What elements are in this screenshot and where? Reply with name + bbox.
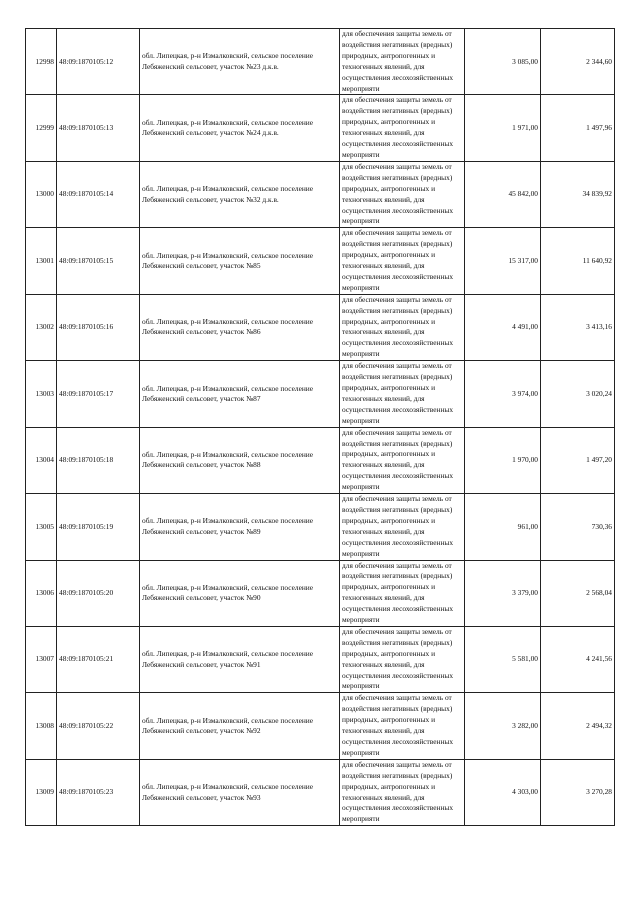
purpose-cell: для обеспечения защиты земель от воздействия негативных (вредных) природных, антропогенных и техногенных явлений, для осуществления лесохозяйственных мероприяти — [340, 29, 465, 95]
address-cell: обл. Липецкая, р-н Измалковский, сельское поселение Лебяженский сельсовет, участок №86 — [140, 294, 340, 360]
area-cell: 1 970,00 — [465, 427, 541, 493]
row-number-cell: 12999 — [26, 95, 57, 161]
area-cell: 3 282,00 — [465, 693, 541, 759]
purpose-cell: для обеспечения защиты земель от воздействия негативных (вредных) природных, антропогенных и техногенных явлений, для осуществления лесохозяйственных мероприяти — [340, 427, 465, 493]
row-number-cell: 13002 — [26, 294, 57, 360]
table-row — [26, 161, 615, 227]
row-number-cell: 13008 — [26, 693, 57, 759]
row-number-cell: 13000 — [26, 161, 57, 227]
table-row — [26, 95, 615, 161]
cadastral-cost-cell: 3 413,16 — [541, 294, 615, 360]
address-cell: обл. Липецкая, р-н Измалковский, сельское поселение Лебяженский сельсовет, участок №92 — [140, 693, 340, 759]
land-registry-table — [25, 28, 615, 826]
address-cell: обл. Липецкая, р-н Измалковский, сельское поселение Лебяженский сельсовет, участок №89 — [140, 494, 340, 560]
cadastral-cost-cell: 2 494,32 — [541, 693, 615, 759]
table-row — [26, 294, 615, 360]
area-cell: 4 491,00 — [465, 294, 541, 360]
address-cell: обл. Липецкая, р-н Измалковский, сельское поселение Лебяженский сельсовет, участок №32 д.к.в. — [140, 161, 340, 227]
area-cell: 3 085,00 — [465, 29, 541, 95]
purpose-cell: для обеспечения защиты земель от воздействия негативных (вредных) природных, антропогенных и техногенных явлений, для осуществления лесохозяйственных мероприяти — [340, 626, 465, 692]
cadastral-number-cell: 48:09:1870105:23 — [57, 759, 140, 825]
row-number-cell: 13009 — [26, 759, 57, 825]
row-number-cell: 12998 — [26, 29, 57, 95]
area-cell: 3 974,00 — [465, 361, 541, 427]
row-number-cell: 13005 — [26, 494, 57, 560]
purpose-cell: для обеспечения защиты земель от воздействия негативных (вредных) природных, антропогенных и техногенных явлений, для осуществления лесохозяйственных мероприяти — [340, 95, 465, 161]
area-cell: 5 581,00 — [465, 626, 541, 692]
purpose-cell: для обеспечения защиты земель от воздействия негативных (вредных) природных, антропогенных и техногенных явлений, для осуществления лесохозяйственных мероприяти — [340, 294, 465, 360]
area-cell: 4 303,00 — [465, 759, 541, 825]
row-number-cell: 13007 — [26, 626, 57, 692]
area-cell: 961,00 — [465, 494, 541, 560]
table-row — [26, 228, 615, 294]
address-cell: обл. Липецкая, р-н Измалковский, сельское поселение Лебяженский сельсовет, участок №87 — [140, 361, 340, 427]
purpose-cell: для обеспечения защиты земель от воздействия негативных (вредных) природных, антропогенных и техногенных явлений, для осуществления лесохозяйственных мероприяти — [340, 161, 465, 227]
cadastral-cost-cell: 1 497,96 — [541, 95, 615, 161]
cadastral-number-cell: 48:09:1870105:18 — [57, 427, 140, 493]
area-cell: 15 317,00 — [465, 228, 541, 294]
address-cell: обл. Липецкая, р-н Измалковский, сельское поселение Лебяженский сельсовет, участок №93 — [140, 759, 340, 825]
cadastral-number-cell: 48:09:1870105:14 — [57, 161, 140, 227]
table-row — [26, 560, 615, 626]
purpose-cell: для обеспечения защиты земель от воздействия негативных (вредных) природных, антропогенных и техногенных явлений, для осуществления лесохозяйственных мероприяти — [340, 560, 465, 626]
row-number-cell: 13001 — [26, 228, 57, 294]
address-cell: обл. Липецкая, р-н Измалковский, сельское поселение Лебяженский сельсовет, участок №23 д.к.в. — [140, 29, 340, 95]
cadastral-number-cell: 48:09:1870105:12 — [57, 29, 140, 95]
cadastral-number-cell: 48:09:1870105:21 — [57, 626, 140, 692]
cadastral-number-cell: 48:09:1870105:20 — [57, 560, 140, 626]
cadastral-number-cell: 48:09:1870105:22 — [57, 693, 140, 759]
cadastral-number-cell: 48:09:1870105:19 — [57, 494, 140, 560]
purpose-cell: для обеспечения защиты земель от воздействия негативных (вредных) природных, антропогенных и техногенных явлений, для осуществления лесохозяйственных мероприяти — [340, 228, 465, 294]
cadastral-number-cell: 48:09:1870105:13 — [57, 95, 140, 161]
address-cell: обл. Липецкая, р-н Измалковский, сельское поселение Лебяженский сельсовет, участок №24 д.к.в. — [140, 95, 340, 161]
table-row — [26, 626, 615, 692]
cadastral-cost-cell: 4 241,56 — [541, 626, 615, 692]
cadastral-number-cell: 48:09:1870105:15 — [57, 228, 140, 294]
table-row — [26, 361, 615, 427]
purpose-cell: для обеспечения защиты земель от воздействия негативных (вредных) природных, антропогенных и техногенных явлений, для осуществления лесохозяйственных мероприяти — [340, 693, 465, 759]
area-cell: 45 842,00 — [465, 161, 541, 227]
cadastral-cost-cell: 2 344,60 — [541, 29, 615, 95]
table-row — [26, 693, 615, 759]
table-row — [26, 759, 615, 825]
purpose-cell: для обеспечения защиты земель от воздействия негативных (вредных) природных, антропогенных и техногенных явлений, для осуществления лесохозяйственных мероприяти — [340, 759, 465, 825]
cadastral-number-cell: 48:09:1870105:16 — [57, 294, 140, 360]
table-row — [26, 427, 615, 493]
cadastral-cost-cell: 3 020,24 — [541, 361, 615, 427]
cadastral-cost-cell: 11 640,92 — [541, 228, 615, 294]
address-cell: обл. Липецкая, р-н Измалковский, сельское поселение Лебяженский сельсовет, участок №85 — [140, 228, 340, 294]
land-registry-table-body — [26, 29, 615, 826]
table-row — [26, 494, 615, 560]
cadastral-cost-cell: 1 497,20 — [541, 427, 615, 493]
row-number-cell: 13004 — [26, 427, 57, 493]
cadastral-cost-cell: 730,36 — [541, 494, 615, 560]
row-number-cell: 13006 — [26, 560, 57, 626]
address-cell: обл. Липецкая, р-н Измалковский, сельское поселение Лебяженский сельсовет, участок №88 — [140, 427, 340, 493]
row-number-cell: 13003 — [26, 361, 57, 427]
purpose-cell: для обеспечения защиты земель от воздействия негативных (вредных) природных, антропогенных и техногенных явлений, для осуществления лесохозяйственных мероприяти — [340, 494, 465, 560]
cadastral-cost-cell: 3 270,28 — [541, 759, 615, 825]
cadastral-cost-cell: 34 839,92 — [541, 161, 615, 227]
purpose-cell: для обеспечения защиты земель от воздействия негативных (вредных) природных, антропогенных и техногенных явлений, для осуществления лесохозяйственных мероприяти — [340, 361, 465, 427]
area-cell: 3 379,00 — [465, 560, 541, 626]
area-cell: 1 971,00 — [465, 95, 541, 161]
cadastral-number-cell: 48:09:1870105:17 — [57, 361, 140, 427]
address-cell: обл. Липецкая, р-н Измалковский, сельское поселение Лебяженский сельсовет, участок №90 — [140, 560, 340, 626]
table-row — [26, 29, 615, 95]
address-cell: обл. Липецкая, р-н Измалковский, сельское поселение Лебяженский сельсовет, участок №91 — [140, 626, 340, 692]
cadastral-cost-cell: 2 568,04 — [541, 560, 615, 626]
